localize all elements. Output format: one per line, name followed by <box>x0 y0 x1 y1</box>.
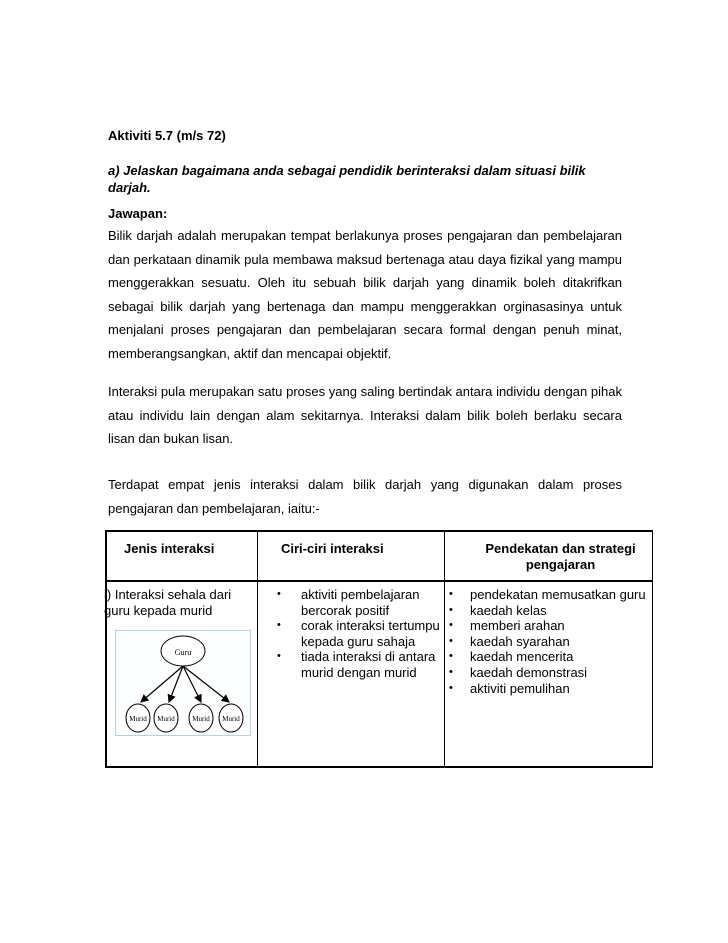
cell-interaction-type <box>106 581 258 767</box>
list-item: • tiada interaksi di antara murid dengan murid <box>277 649 436 680</box>
interaction-type-label: i) Interaksi sehala dari guru kepada murid <box>104 587 232 618</box>
paragraph-types: Terdapat empat jenis interaksi dalam bilik darjah yang digunakan dalam proses pengajaran dan pembelajaran, iaitu:- <box>108 477 622 516</box>
bullet-icon: • <box>449 681 453 694</box>
teacher-label: Guru <box>174 648 192 657</box>
list-item: • aktiviti pemulihan <box>449 680 570 696</box>
cell-strategies <box>445 581 653 767</box>
bullet-icon: • <box>277 619 281 632</box>
arrow-line <box>183 666 229 702</box>
paragraph-interaction: Interaksi pula merupakan satu proses yang saling bertindak antara individu dengan pihak atau individu lain dengan alam sekitarnya. Interaksi dalam bilik boleh berlaku secara lisan dan bukan lisan. <box>108 384 622 447</box>
student-label: Murid <box>157 715 175 723</box>
interaction-diagram <box>115 630 251 736</box>
list-item: • memberi arahan <box>449 618 565 634</box>
bullet-icon: • <box>449 634 453 647</box>
bullet-icon: • <box>449 665 453 678</box>
activity-title: Aktiviti 5.7 (m/s 72) <box>108 128 226 143</box>
list-item: • kaedah demonstrasi <box>449 664 588 680</box>
list-item: • kaedah syarahan <box>449 633 570 649</box>
bullet-icon: • <box>449 619 453 632</box>
student-label: Murid <box>192 715 210 723</box>
table-header-row <box>106 531 653 581</box>
answer-label: Jawapan: <box>108 206 168 221</box>
list-item: • pendekatan memusatkan guru <box>449 587 646 602</box>
bullet-icon: • <box>277 650 281 663</box>
table-row <box>106 581 653 767</box>
header-cell-type: Jenis interaksi <box>106 531 258 581</box>
strategies-list <box>445 587 652 696</box>
diagram-svg <box>116 631 250 735</box>
student-label: Murid <box>222 715 240 723</box>
list-item: • corak interaksi tertumpu kepada guru sahaja <box>277 618 440 649</box>
list-item: • aktiviti pembelajaran bercorak positif <box>277 587 420 618</box>
cell-features <box>258 581 445 767</box>
header-cell-strategies: Pendekatan dan strategi pengajaran <box>445 531 653 581</box>
header-cell-features: Ciri-ciri interaksi <box>258 531 445 581</box>
arrow-line <box>183 666 201 702</box>
bullet-icon: • <box>449 603 453 616</box>
arrow-line <box>141 666 183 702</box>
list-item: • kaedah mencerita <box>449 649 574 665</box>
features-list <box>258 587 444 681</box>
bullet-icon: • <box>277 588 281 600</box>
question-text: a) Jelaskan bagaimana anda sebagai pendidik berinteraksi dalam situasi bilik darjah. <box>108 163 586 195</box>
interaction-table <box>105 530 653 768</box>
paragraph-classroom: Bilik darjah adalah merupakan tempat berlakunya proses pengajaran dan pembelajaran dan perkataan dinamik pula membawa maksud bertenaga atau daya fizikal yang mampu menggerakkan sesuatu. Oleh itu sebuah bilik darjah yang dinamik boleh ditakrifkan sebagai bilik darjah yang bertenaga dan mampu menggerakkan orginasasinya untuk menjalani proses pengajaran dan pembelajaran secara formal dengan penuh minat, memberangsangkan, aktif dan mencapai objektif. <box>108 228 622 361</box>
bullet-icon: • <box>449 650 453 663</box>
student-label: Murid <box>129 715 147 723</box>
bullet-icon: • <box>449 588 453 600</box>
list-item: • kaedah kelas <box>449 602 547 618</box>
